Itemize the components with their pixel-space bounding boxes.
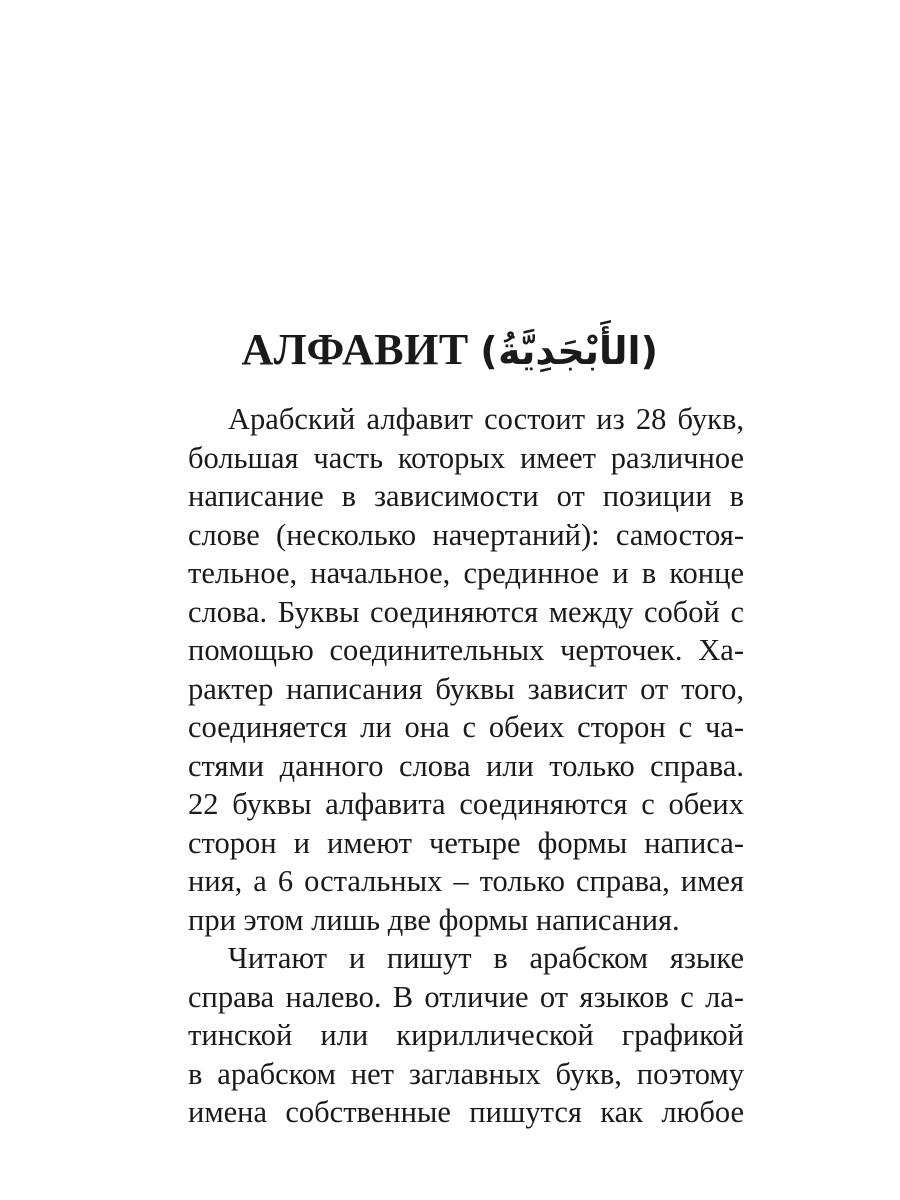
text-line: в арабском нет заглавных букв, поэтому — [188, 1056, 744, 1091]
page-title — [0, 322, 900, 379]
text-line: большая часть которых имеет различное — [188, 440, 744, 475]
text-line: написание в зависимости от позиции в — [188, 479, 744, 513]
text-line: слова. Буквы соединяются между собой с — [188, 594, 744, 629]
text-line: 22 буквы алфавита соединяются с обеих — [188, 787, 744, 821]
paragraph-1 — [188, 400, 744, 939]
text-line: справа налево. В отличие от языков с ла- — [188, 979, 744, 1014]
text-line: тельное, начальное, срединное и в конце — [188, 556, 744, 590]
text-line: соединяется ли она с обеих сторон с ча- — [188, 710, 744, 744]
text-line: ния, а 6 остальных – только справа, имея — [188, 864, 744, 898]
text-line: помощью соединительных черточек. Ха- — [188, 633, 744, 667]
text-line: рактер написания буквы зависит от того, — [188, 671, 744, 706]
text-line: сторон и имеют четыре формы написа- — [188, 825, 744, 860]
text-line: при этом лишь две формы написания. — [188, 902, 680, 937]
title-arabic: (الأَبْجَدِيَّةُ) — [480, 329, 659, 373]
text-line: тинской или кириллической графикой — [188, 1018, 744, 1052]
text-line: Читают и пишут в арабском языке — [228, 941, 744, 975]
text-line: имена собственные пишутся как любое — [188, 1095, 744, 1129]
title-russian: АЛФАВИТ — [241, 325, 469, 374]
text-line: слове (несколько начертаний): самостоя- — [188, 517, 744, 552]
text-line: Арабский алфавит состоит из 28 букв, — [228, 402, 744, 436]
body-text — [188, 400, 744, 1132]
text-line: стями данного слова или только справа. — [188, 748, 744, 783]
paragraph-2 — [188, 939, 744, 1132]
